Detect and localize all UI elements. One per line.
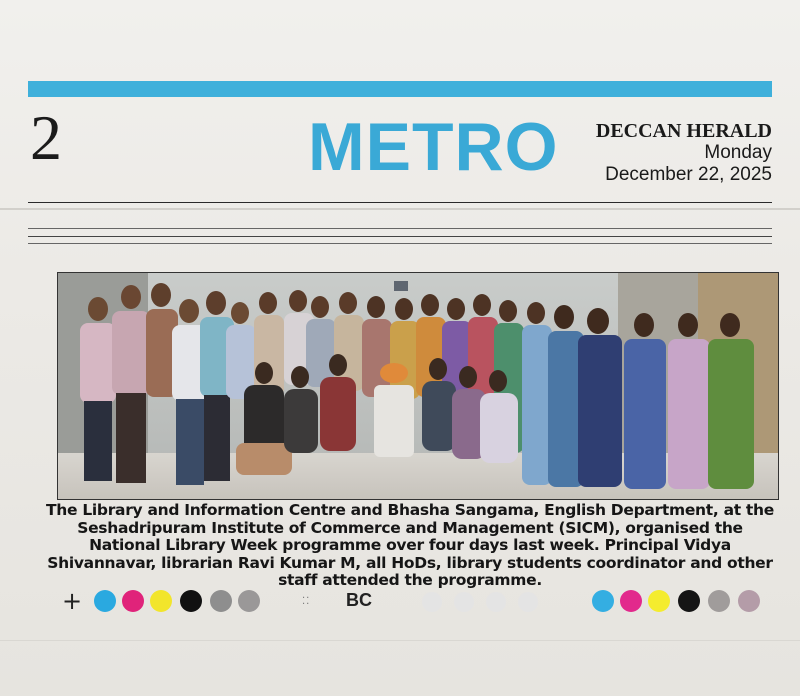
color-swatch-right — [648, 590, 670, 612]
color-swatch — [210, 590, 232, 612]
masthead — [596, 120, 772, 186]
color-swatch-right — [708, 590, 730, 612]
group-photo — [57, 272, 779, 500]
divider-rule — [28, 228, 772, 229]
divider-rule — [28, 236, 772, 237]
issue-date: December 22, 2025 — [605, 164, 772, 185]
dot-grid-icon: ⁚⁚ — [302, 596, 311, 607]
plate-label: BC — [346, 590, 372, 610]
registration-cross-icon: + — [62, 587, 83, 615]
group-photo-illustration — [58, 273, 778, 499]
color-swatch — [238, 590, 260, 612]
print-registration-marks — [62, 588, 782, 614]
color-swatch — [122, 590, 144, 612]
color-swatch-right — [592, 590, 614, 612]
color-swatch-right — [620, 590, 642, 612]
fold-line — [0, 640, 800, 641]
issue-day: Monday — [704, 142, 772, 163]
header-rule — [28, 202, 772, 203]
color-swatch-right — [678, 590, 700, 612]
faint-swatch — [486, 592, 506, 612]
color-swatch — [94, 590, 116, 612]
faint-swatch — [518, 592, 538, 612]
newspaper-name: DECCAN HERALD — [595, 120, 772, 142]
page-number: 2 — [30, 102, 62, 173]
faint-swatch — [454, 592, 474, 612]
divider-rule — [28, 243, 772, 244]
photo-caption: The Library and Information Centre and Bhasha Sangama, English Department, at the Seshadripuram Institute of Commerce and Management (SICM), organised the National Library Week programme over four days last week. Principal Vidya Shivannavar, librarian Ravi Kumar M, all HoDs, library students coordinator and other staff attended the programme. — [46, 501, 774, 589]
color-swatch — [180, 590, 202, 612]
header-color-band — [28, 81, 772, 97]
faint-swatch — [422, 592, 442, 612]
color-swatch — [150, 590, 172, 612]
fold-line — [0, 208, 800, 210]
section-title: METRO — [308, 109, 559, 185]
color-swatch-right — [738, 590, 760, 612]
